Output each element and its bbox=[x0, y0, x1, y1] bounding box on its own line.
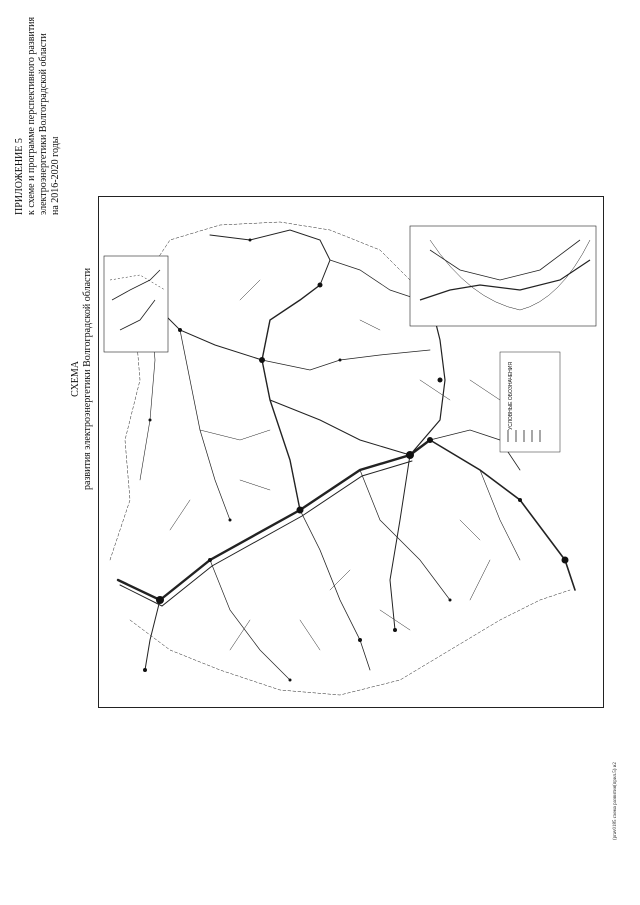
scheme-subtitle: развития электроэнергетики Волгоградской области bbox=[82, 267, 93, 490]
appendix-line-3: на 2016-2020 годы bbox=[50, 136, 61, 215]
scheme-title: СХЕМА bbox=[70, 360, 81, 397]
appendix-line-2: электроэнергетики Волгоградской области bbox=[38, 33, 49, 215]
file-reference: (prav0185 схема развития(прил.5) и2 bbox=[613, 762, 618, 840]
main-transmission-line bbox=[118, 440, 430, 600]
appendix-title: ПРИЛОЖЕНИЕ 5 bbox=[14, 138, 25, 215]
appendix-line-1: к схеме и программе перспективного развития bbox=[26, 16, 37, 215]
legend-heading: УСЛОВНЫЕ ОБОЗНАЧЕНИЯ bbox=[508, 362, 514, 430]
